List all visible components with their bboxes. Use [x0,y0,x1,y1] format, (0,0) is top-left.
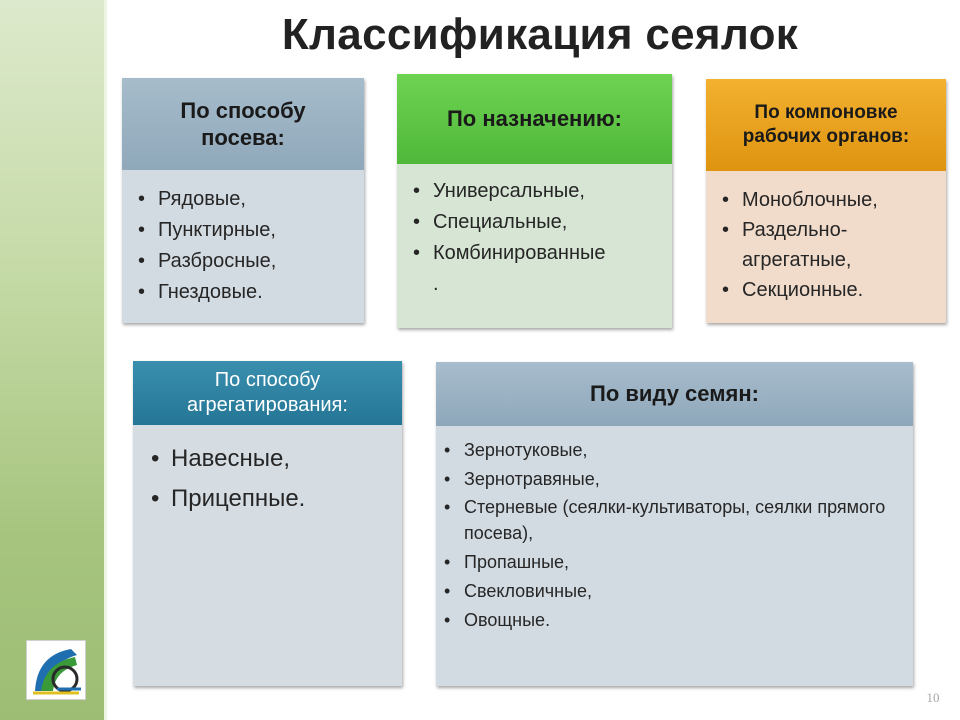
list-item: • Навесные, [171,439,402,479]
list-item: • Секционные. [742,275,946,305]
list-item: • Зернотравяные, [464,465,895,494]
list-item: • Специальные, [433,207,672,238]
card-header [133,361,402,425]
card-header-label: По способу посева: [180,97,306,150]
university-logo-icon [26,640,86,700]
item-list [133,425,402,519]
list-item: • Овощные. [464,606,895,635]
card-body [706,171,946,323]
list-item: • Разбросные, [158,246,364,277]
card-header-label: По способу агрегатирования: [187,369,348,416]
card-header-label: По виду семян: [590,381,759,407]
list-item: • Раздельно- агрегатные, [742,215,946,275]
list-item: • Универсальные, [433,176,672,207]
card-sowing-method [122,78,364,323]
item-list [122,170,364,308]
item-list [436,426,913,635]
side-decor-line [104,0,107,720]
card-body [133,425,402,686]
card-header [436,362,913,426]
list-item: • Прицепные. [171,479,402,519]
card-coupling-method [133,361,402,686]
card-working-parts-layout [706,79,946,323]
card-header [397,74,672,164]
side-decor-bar [0,0,104,720]
card-header [122,78,364,170]
list-item: • Рядовые, [158,184,364,215]
list-item: • Моноблочные, [742,185,946,215]
card-header-label: По компоновке рабочих органов: [742,102,910,147]
page-number: 10 [926,690,940,705]
list-item: • Стерневые (сеялки-культиваторы, сеялки прямого посева), [464,494,895,546]
item-list [397,164,672,300]
card-purpose [397,74,672,328]
card-body [436,426,913,686]
list-item: • Зернотуковые, [464,436,895,465]
list-item: • Пропашные, [464,548,895,577]
list-item: • Гнездовые. [158,277,364,308]
page-title: Классификация сеялок [281,10,799,59]
card-body [397,164,672,328]
card-header-label: По назначению: [446,106,622,132]
list-item: • Свекловичные, [464,577,895,606]
card-header [706,79,946,171]
card-seed-type [436,362,913,686]
card-body [122,170,364,323]
item-list [706,171,946,305]
list-item: • Комбинированные . [433,238,672,300]
list-item: • Пунктирные, [158,215,364,246]
